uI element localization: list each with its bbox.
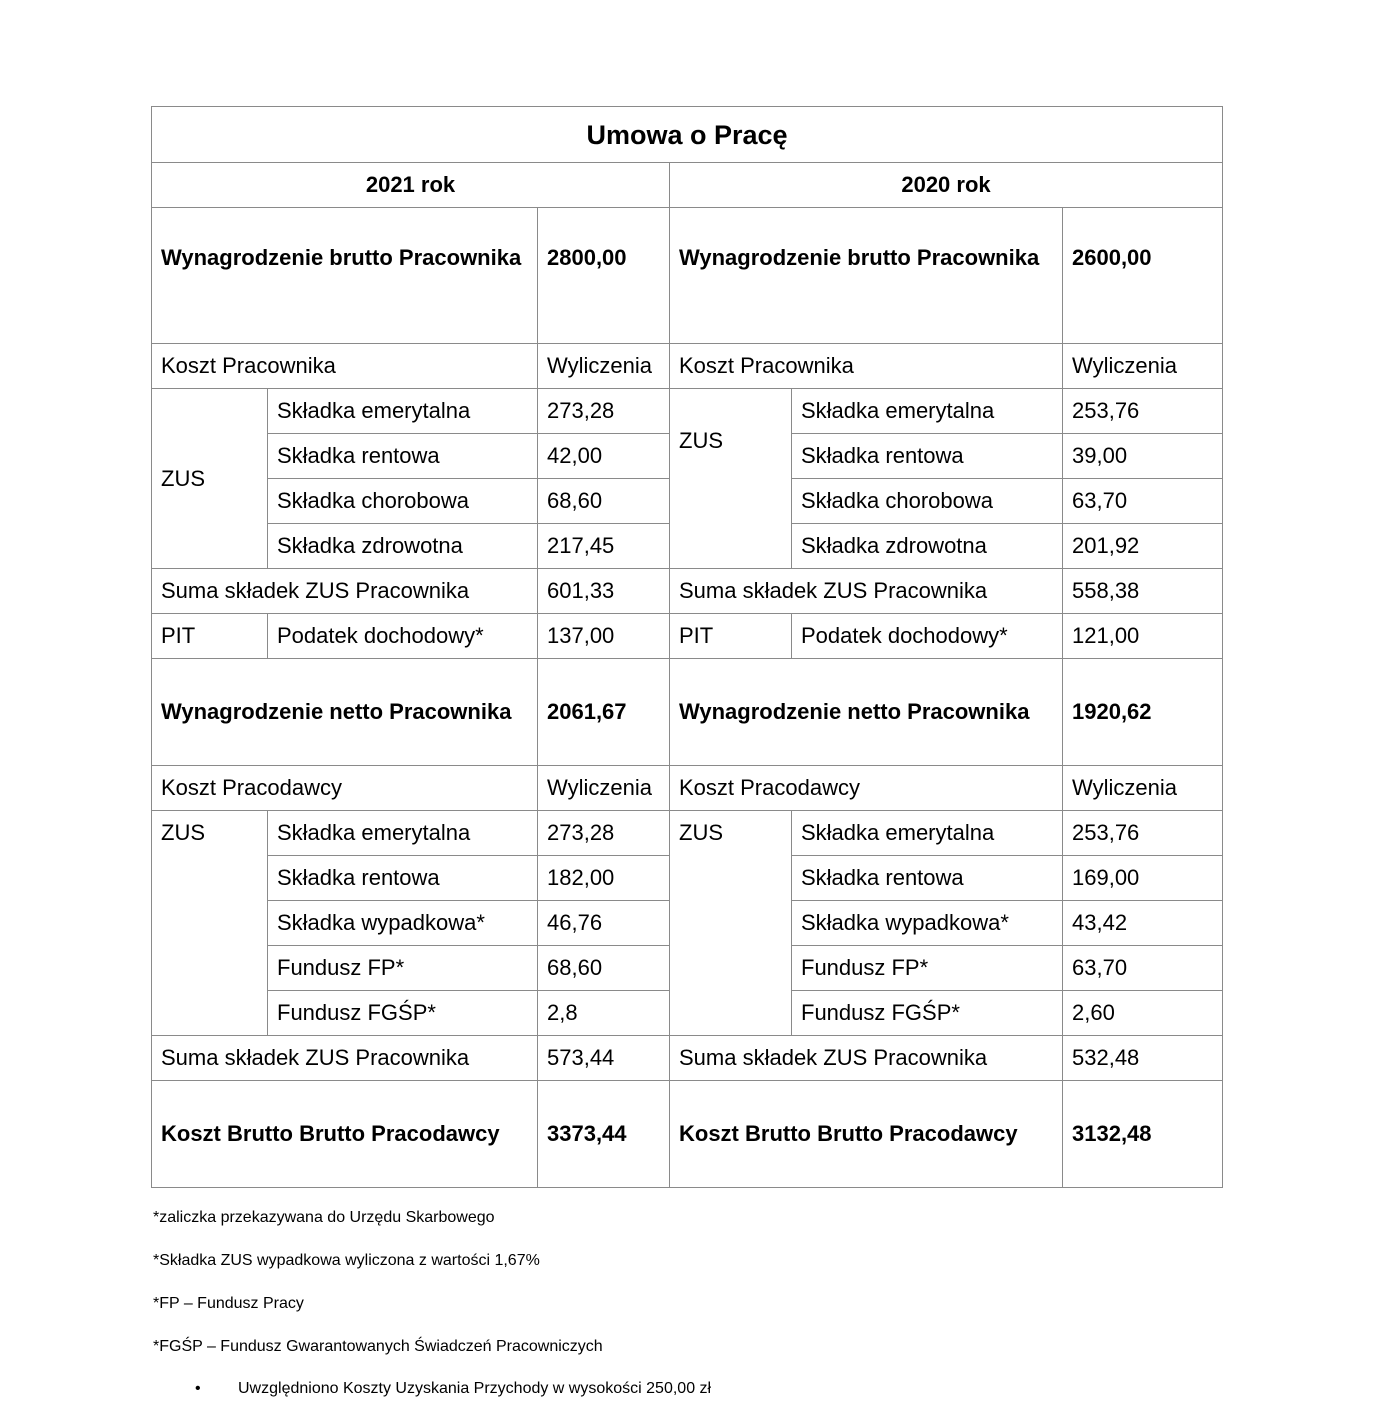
zus-label: ZUS bbox=[670, 389, 792, 569]
bullet-note: Uwzględniono Koszty Uzyskania Przychody w wysokości 250,00 zł bbox=[238, 1380, 712, 1397]
calc-label: Wyliczenia bbox=[538, 766, 670, 811]
pit-name: Podatek dochodowy* bbox=[792, 614, 1063, 659]
employee-zus-name: Składka emerytalna bbox=[792, 389, 1063, 434]
employer-zus-name: Składka rentowa bbox=[792, 856, 1063, 901]
gross-label: Wynagrodzenie brutto Pracownika bbox=[670, 208, 1063, 344]
employer-zus-value: 2,8 bbox=[538, 991, 670, 1036]
table-title: Umowa o Pracę bbox=[152, 107, 1223, 163]
table-row bbox=[152, 389, 1223, 434]
employee-zus-sum-label: Suma składek ZUS Pracownika bbox=[152, 569, 538, 614]
salary-comparison-table bbox=[151, 106, 1223, 1188]
table-row bbox=[152, 1081, 1223, 1188]
employer-zus-value: 43,42 bbox=[1063, 901, 1223, 946]
employee-zus-value: 217,45 bbox=[538, 524, 670, 569]
table-row bbox=[152, 344, 1223, 389]
employer-zus-sum-label: Suma składek ZUS Pracownika bbox=[670, 1036, 1063, 1081]
calc-label: Wyliczenia bbox=[1063, 766, 1223, 811]
year-header-2021: 2021 rok bbox=[152, 163, 670, 208]
employee-zus-name: Składka rentowa bbox=[268, 434, 538, 479]
gross-value: 2600,00 bbox=[1063, 208, 1223, 344]
total-cost-label: Koszt Brutto Brutto Pracodawcy bbox=[670, 1081, 1063, 1188]
bullet-icon: • bbox=[195, 1380, 201, 1397]
gross-label: Wynagrodzenie brutto Pracownika bbox=[152, 208, 538, 344]
employee-zus-value: 201,92 bbox=[1063, 524, 1223, 569]
employee-zus-sum-value: 558,38 bbox=[1063, 569, 1223, 614]
table-row bbox=[152, 811, 1223, 856]
employer-cost-label: Koszt Pracodawcy bbox=[670, 766, 1063, 811]
employer-zus-value: 273,28 bbox=[538, 811, 670, 856]
net-value: 2061,67 bbox=[538, 659, 670, 766]
calc-label: Wyliczenia bbox=[538, 344, 670, 389]
employee-zus-sum-label: Suma składek ZUS Pracownika bbox=[670, 569, 1063, 614]
employee-zus-value: 273,28 bbox=[538, 389, 670, 434]
zus-label: ZUS bbox=[670, 811, 792, 1036]
pit-name: Podatek dochodowy* bbox=[268, 614, 538, 659]
employee-zus-value: 63,70 bbox=[1063, 479, 1223, 524]
net-value: 1920,62 bbox=[1063, 659, 1223, 766]
employee-zus-value: 253,76 bbox=[1063, 389, 1223, 434]
employer-zus-value: 182,00 bbox=[538, 856, 670, 901]
employer-zus-sum-label: Suma składek ZUS Pracownika bbox=[152, 1036, 538, 1081]
employer-zus-name: Składka rentowa bbox=[268, 856, 538, 901]
employee-zus-value: 68,60 bbox=[538, 479, 670, 524]
employee-zus-name: Składka zdrowotna bbox=[268, 524, 538, 569]
employer-zus-value: 68,60 bbox=[538, 946, 670, 991]
employer-zus-name: Składka wypadkowa* bbox=[792, 901, 1063, 946]
pit-value: 121,00 bbox=[1063, 614, 1223, 659]
employee-zus-name: Składka chorobowa bbox=[792, 479, 1063, 524]
employee-zus-sum-value: 601,33 bbox=[538, 569, 670, 614]
employer-zus-name: Fundusz FGŚP* bbox=[268, 991, 538, 1036]
calc-label: Wyliczenia bbox=[1063, 344, 1223, 389]
footnote: *zaliczka przekazywana do Urzędu Skarbowego bbox=[153, 1209, 495, 1226]
employer-zus-name: Fundusz FP* bbox=[792, 946, 1063, 991]
pit-value: 137,00 bbox=[538, 614, 670, 659]
table-row bbox=[152, 766, 1223, 811]
employee-zus-name: Składka rentowa bbox=[792, 434, 1063, 479]
total-cost-value: 3132,48 bbox=[1063, 1081, 1223, 1188]
employee-zus-name: Składka emerytalna bbox=[268, 389, 538, 434]
footnote: *FGŚP – Fundusz Gwarantowanych Świadczeń Pracowniczych bbox=[153, 1338, 603, 1355]
employer-zus-value: 2,60 bbox=[1063, 991, 1223, 1036]
employer-zus-value: 169,00 bbox=[1063, 856, 1223, 901]
employee-cost-label: Koszt Pracownika bbox=[152, 344, 538, 389]
total-cost-value: 3373,44 bbox=[538, 1081, 670, 1188]
table-row bbox=[152, 208, 1223, 344]
employee-zus-value: 39,00 bbox=[1063, 434, 1223, 479]
employer-zus-value: 46,76 bbox=[538, 901, 670, 946]
zus-label: ZUS bbox=[152, 389, 268, 569]
employee-cost-label: Koszt Pracownika bbox=[670, 344, 1063, 389]
employer-zus-sum-value: 573,44 bbox=[538, 1036, 670, 1081]
employer-zus-name: Fundusz FP* bbox=[268, 946, 538, 991]
net-label: Wynagrodzenie netto Pracownika bbox=[152, 659, 538, 766]
employer-zus-sum-value: 532,48 bbox=[1063, 1036, 1223, 1081]
employer-cost-label: Koszt Pracodawcy bbox=[152, 766, 538, 811]
employee-zus-name: Składka zdrowotna bbox=[792, 524, 1063, 569]
zus-label: ZUS bbox=[152, 811, 268, 1036]
total-cost-label: Koszt Brutto Brutto Pracodawcy bbox=[152, 1081, 538, 1188]
employer-zus-name: Składka emerytalna bbox=[792, 811, 1063, 856]
employer-zus-value: 253,76 bbox=[1063, 811, 1223, 856]
footnotes bbox=[153, 1208, 603, 1380]
employer-zus-value: 63,70 bbox=[1063, 946, 1223, 991]
table-row bbox=[152, 569, 1223, 614]
year-header-2020: 2020 rok bbox=[670, 163, 1223, 208]
pit-label: PIT bbox=[670, 614, 792, 659]
table-row bbox=[152, 659, 1223, 766]
pit-label: PIT bbox=[152, 614, 268, 659]
employer-zus-name: Składka emerytalna bbox=[268, 811, 538, 856]
employee-zus-name: Składka chorobowa bbox=[268, 479, 538, 524]
table-row bbox=[152, 614, 1223, 659]
net-label: Wynagrodzenie netto Pracownika bbox=[670, 659, 1063, 766]
employer-zus-name: Fundusz FGŚP* bbox=[792, 991, 1063, 1036]
employee-zus-value: 42,00 bbox=[538, 434, 670, 479]
gross-value: 2800,00 bbox=[538, 208, 670, 344]
footnote: *Składka ZUS wypadkowa wyliczona z wartości 1,67% bbox=[153, 1252, 540, 1269]
footnote: *FP – Fundusz Pracy bbox=[153, 1295, 304, 1312]
table-row bbox=[152, 1036, 1223, 1081]
employer-zus-name: Składka wypadkowa* bbox=[268, 901, 538, 946]
